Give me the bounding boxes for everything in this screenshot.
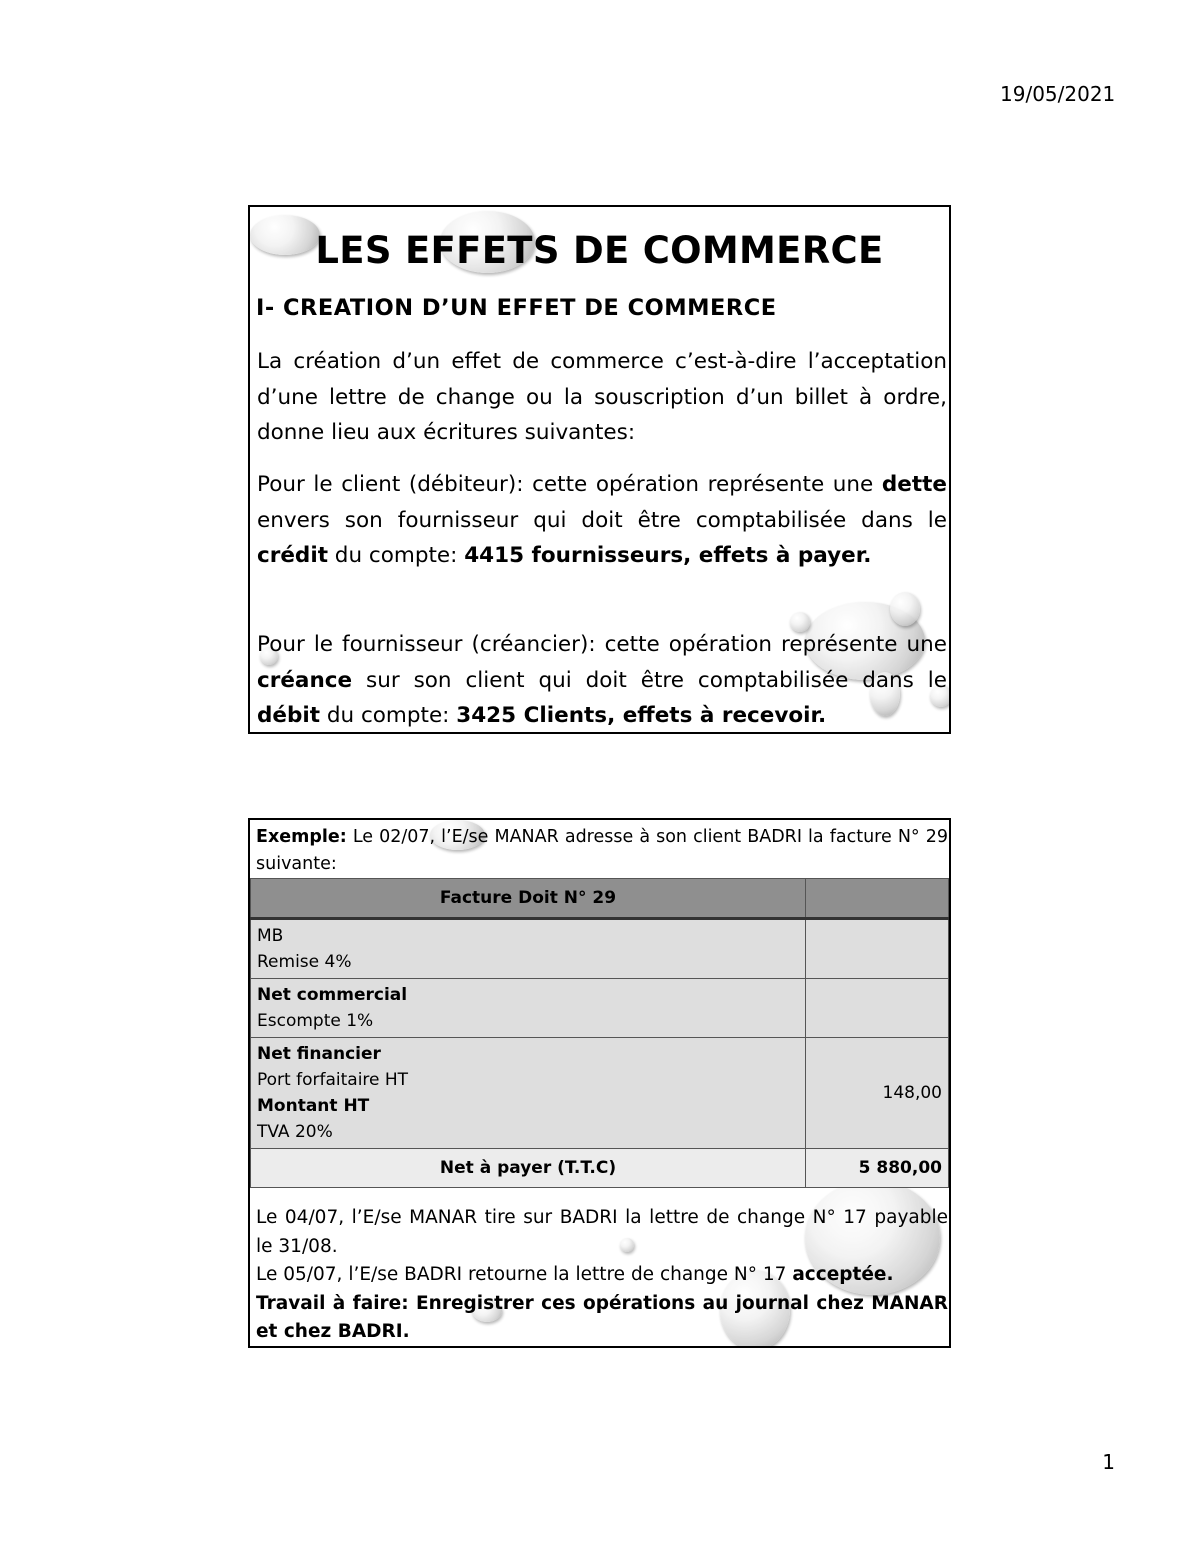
row-label-net-commercial: Net commercial — [257, 985, 408, 1005]
operation-line-1: Le 04/07, l’E/se MANAR tire sur BADRI la lettre de change N° 17 payable le 31/08. — [256, 1207, 948, 1257]
operation-line-2: Le 05/07, l’E/se BADRI retourne la lettre de change N° 17 acceptée. — [256, 1264, 894, 1285]
section-heading: I- CREATION D’UN EFFET DE COMMERCE — [256, 295, 777, 321]
invoice-header-empty — [806, 879, 949, 919]
page-number: 1 — [1102, 1450, 1115, 1474]
invoice-total-row — [251, 1149, 949, 1188]
slide-exemple-facture — [248, 818, 951, 1348]
row-label-net-financier: Net financier — [257, 1044, 381, 1064]
task-line: Travail à faire: Enregistrer ces opérations au journal chez MANAR et chez BADRI. — [256, 1292, 948, 1342]
row-label-mb: MB — [257, 926, 284, 946]
paragraph-client: Pour le client (débiteur): cette opération représente une dette envers son fournisseur qui doit être comptabilisée dans le crédit du compte: 4415 fournisseurs, effets à payer. — [257, 472, 947, 568]
paragraph-definition: La création d’un effet de commerce c’est-à-dire l’acceptation d’une lettre de change ou la souscription d’un billet à ordre, donne lieu aux écritures suivantes: — [257, 349, 947, 445]
invoice-table — [250, 878, 949, 1188]
row-label-port: Port forfaitaire HT — [257, 1070, 409, 1090]
document-date: 19/05/2021 — [1000, 82, 1116, 106]
paragraph-fournisseur: Pour le fournisseur (créancier): cette opération représente une créance sur son client qui doit être comptabilisée dans le débit du compte: 3425 Clients, effets à recevoir. — [257, 632, 947, 728]
invoice-header-row — [251, 879, 949, 919]
total-value: 5 880,00 — [806, 1149, 949, 1188]
invoice-title: Facture Doit N° 29 — [251, 879, 806, 919]
row-label-escompte: Escompte 1% — [257, 1011, 374, 1031]
invoice-row — [251, 919, 949, 979]
row-label-remise: Remise 4% — [257, 952, 352, 972]
total-label: Net à payer (T.T.C) — [251, 1149, 806, 1188]
example-intro: Exemple: Le 02/07, l’E/se MANAR adresse à son client BADRI la facture N° 29 suivante: — [256, 827, 948, 874]
operations-text — [256, 1204, 948, 1347]
row-label-tva: TVA 20% — [257, 1122, 333, 1142]
invoice-row — [251, 979, 949, 1038]
port-value: 148,00 — [806, 1038, 949, 1149]
row-label-montant-ht: Montant HT — [257, 1096, 370, 1116]
slide-effets-de-commerce — [248, 205, 951, 734]
slide-title: LES EFFETS DE COMMERCE — [315, 229, 884, 272]
invoice-row — [251, 1038, 949, 1149]
